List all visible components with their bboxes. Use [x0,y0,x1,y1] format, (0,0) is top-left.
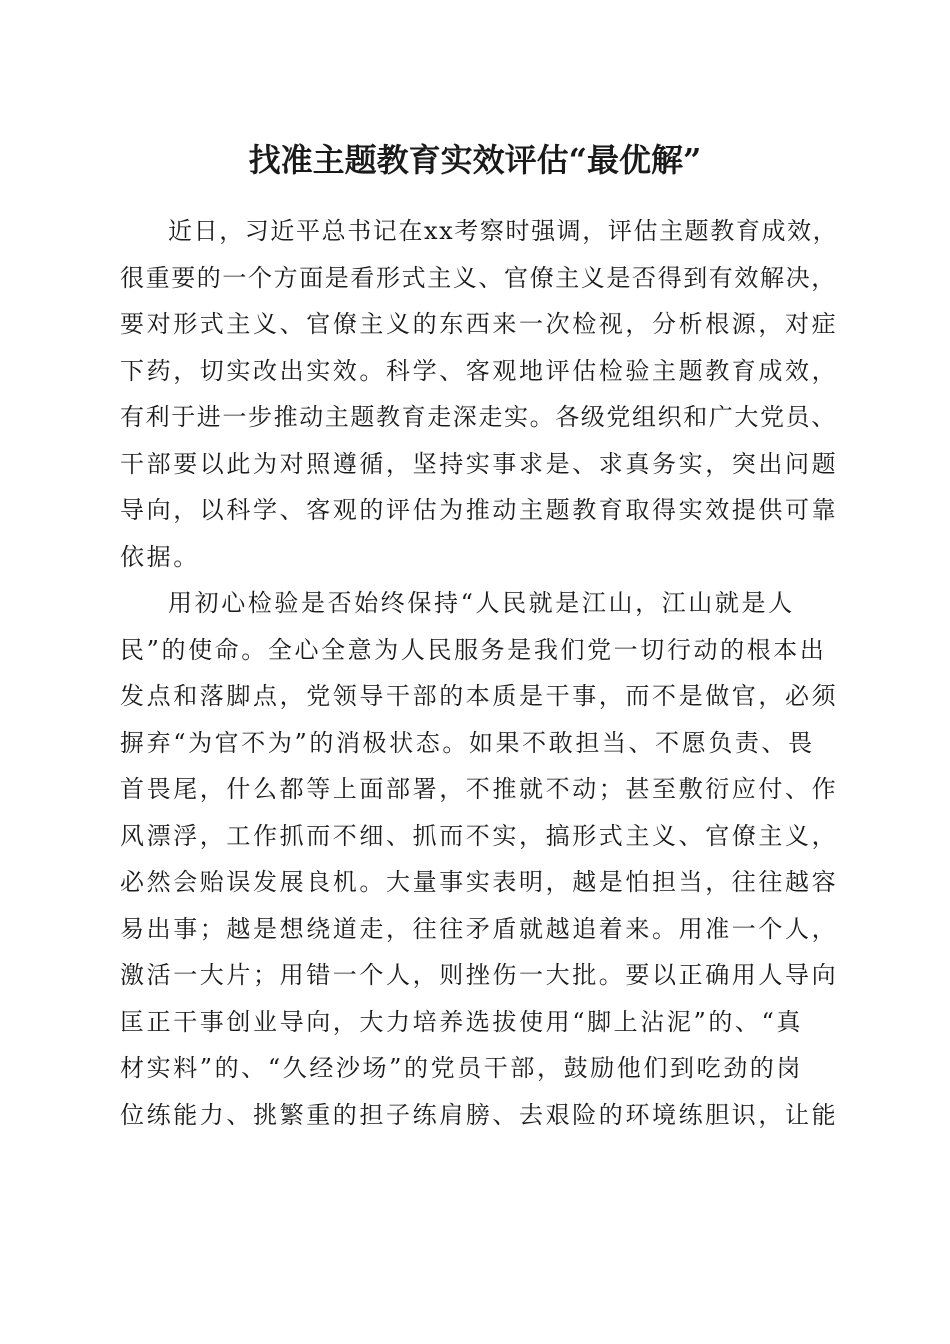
paragraph-line: 要对形式主义、官僚主义的东西来一次检视，分析根源，对症 [120,310,839,338]
paragraph-line: 位练能力、挑繁重的担子练肩膀、去艰险的环境练胆识，让能 [120,1100,839,1129]
paragraph-line: 民”的使命。全心全意为人民服务是我们党一切行动的根本出 [120,635,827,664]
paragraph-line: 很重要的一个方面是看形式主义、官僚主义是否得到有效解决， [120,263,837,292]
paragraph-line: 匡正干事创业导向，大力培养选拔使用“脚上沾泥”的、“真 [120,1007,804,1036]
paragraph-line: 必然会贻误发展良机。大量事实表明，越是怕担当，往往越容 [120,868,839,896]
paragraph-line: 发点和落脚点，党领导干部的本质是干事，而不是做官，必须 [120,682,839,710]
paragraph-line: 依据。 [120,542,200,571]
paragraph-line: 激活一大片；用错一个人，则挫伤一大批。要以正确用人导向 [120,961,839,989]
paragraph-line: 首畏尾，什么都等上面部署，不推就不动；甚至敷衍应付、作 [120,775,839,803]
paragraph-line: 摒弃“为官不为”的消极状态。如果不敢担当、不愿负责、畏 [120,728,815,757]
paragraph-line: 近日，习近平总书记在xx考察时强调，评估主题教育成效， [168,217,839,245]
paragraph-2 [120,580,840,1138]
paragraph-line: 用初心检验是否始终保持“人民就是江山，江山就是人 [168,589,795,617]
paragraph-1 [120,208,840,580]
paragraph-line: 风漂浮，工作抓而不细、抓而不实，搞形式主义、官僚主义， [120,821,839,850]
paragraph-line: 材实料”的、“久经沙场”的党员干部，鼓励他们到吃劲的岗 [120,1054,804,1082]
paragraph-line: 易出事；越是想绕道走，往往矛盾就越追着来。用准一个人， [120,914,839,943]
document-body [120,208,840,1138]
paragraph-line: 下药，切实改出实效。科学、客观地评估检验主题教育成效， [120,356,839,385]
paragraph-line: 干部要以此为对照遵循，坚持实事求是、求真务实，突出问题 [120,449,839,478]
paragraph-line: 有利于进一步推动主题教育走深走实。各级党组织和广大党员、 [120,403,837,431]
document-title: 找准主题教育实效评估“最优解” [248,141,702,179]
paragraph-line: 导向，以科学、客观的评估为推动主题教育取得实效提供可靠 [120,496,839,524]
